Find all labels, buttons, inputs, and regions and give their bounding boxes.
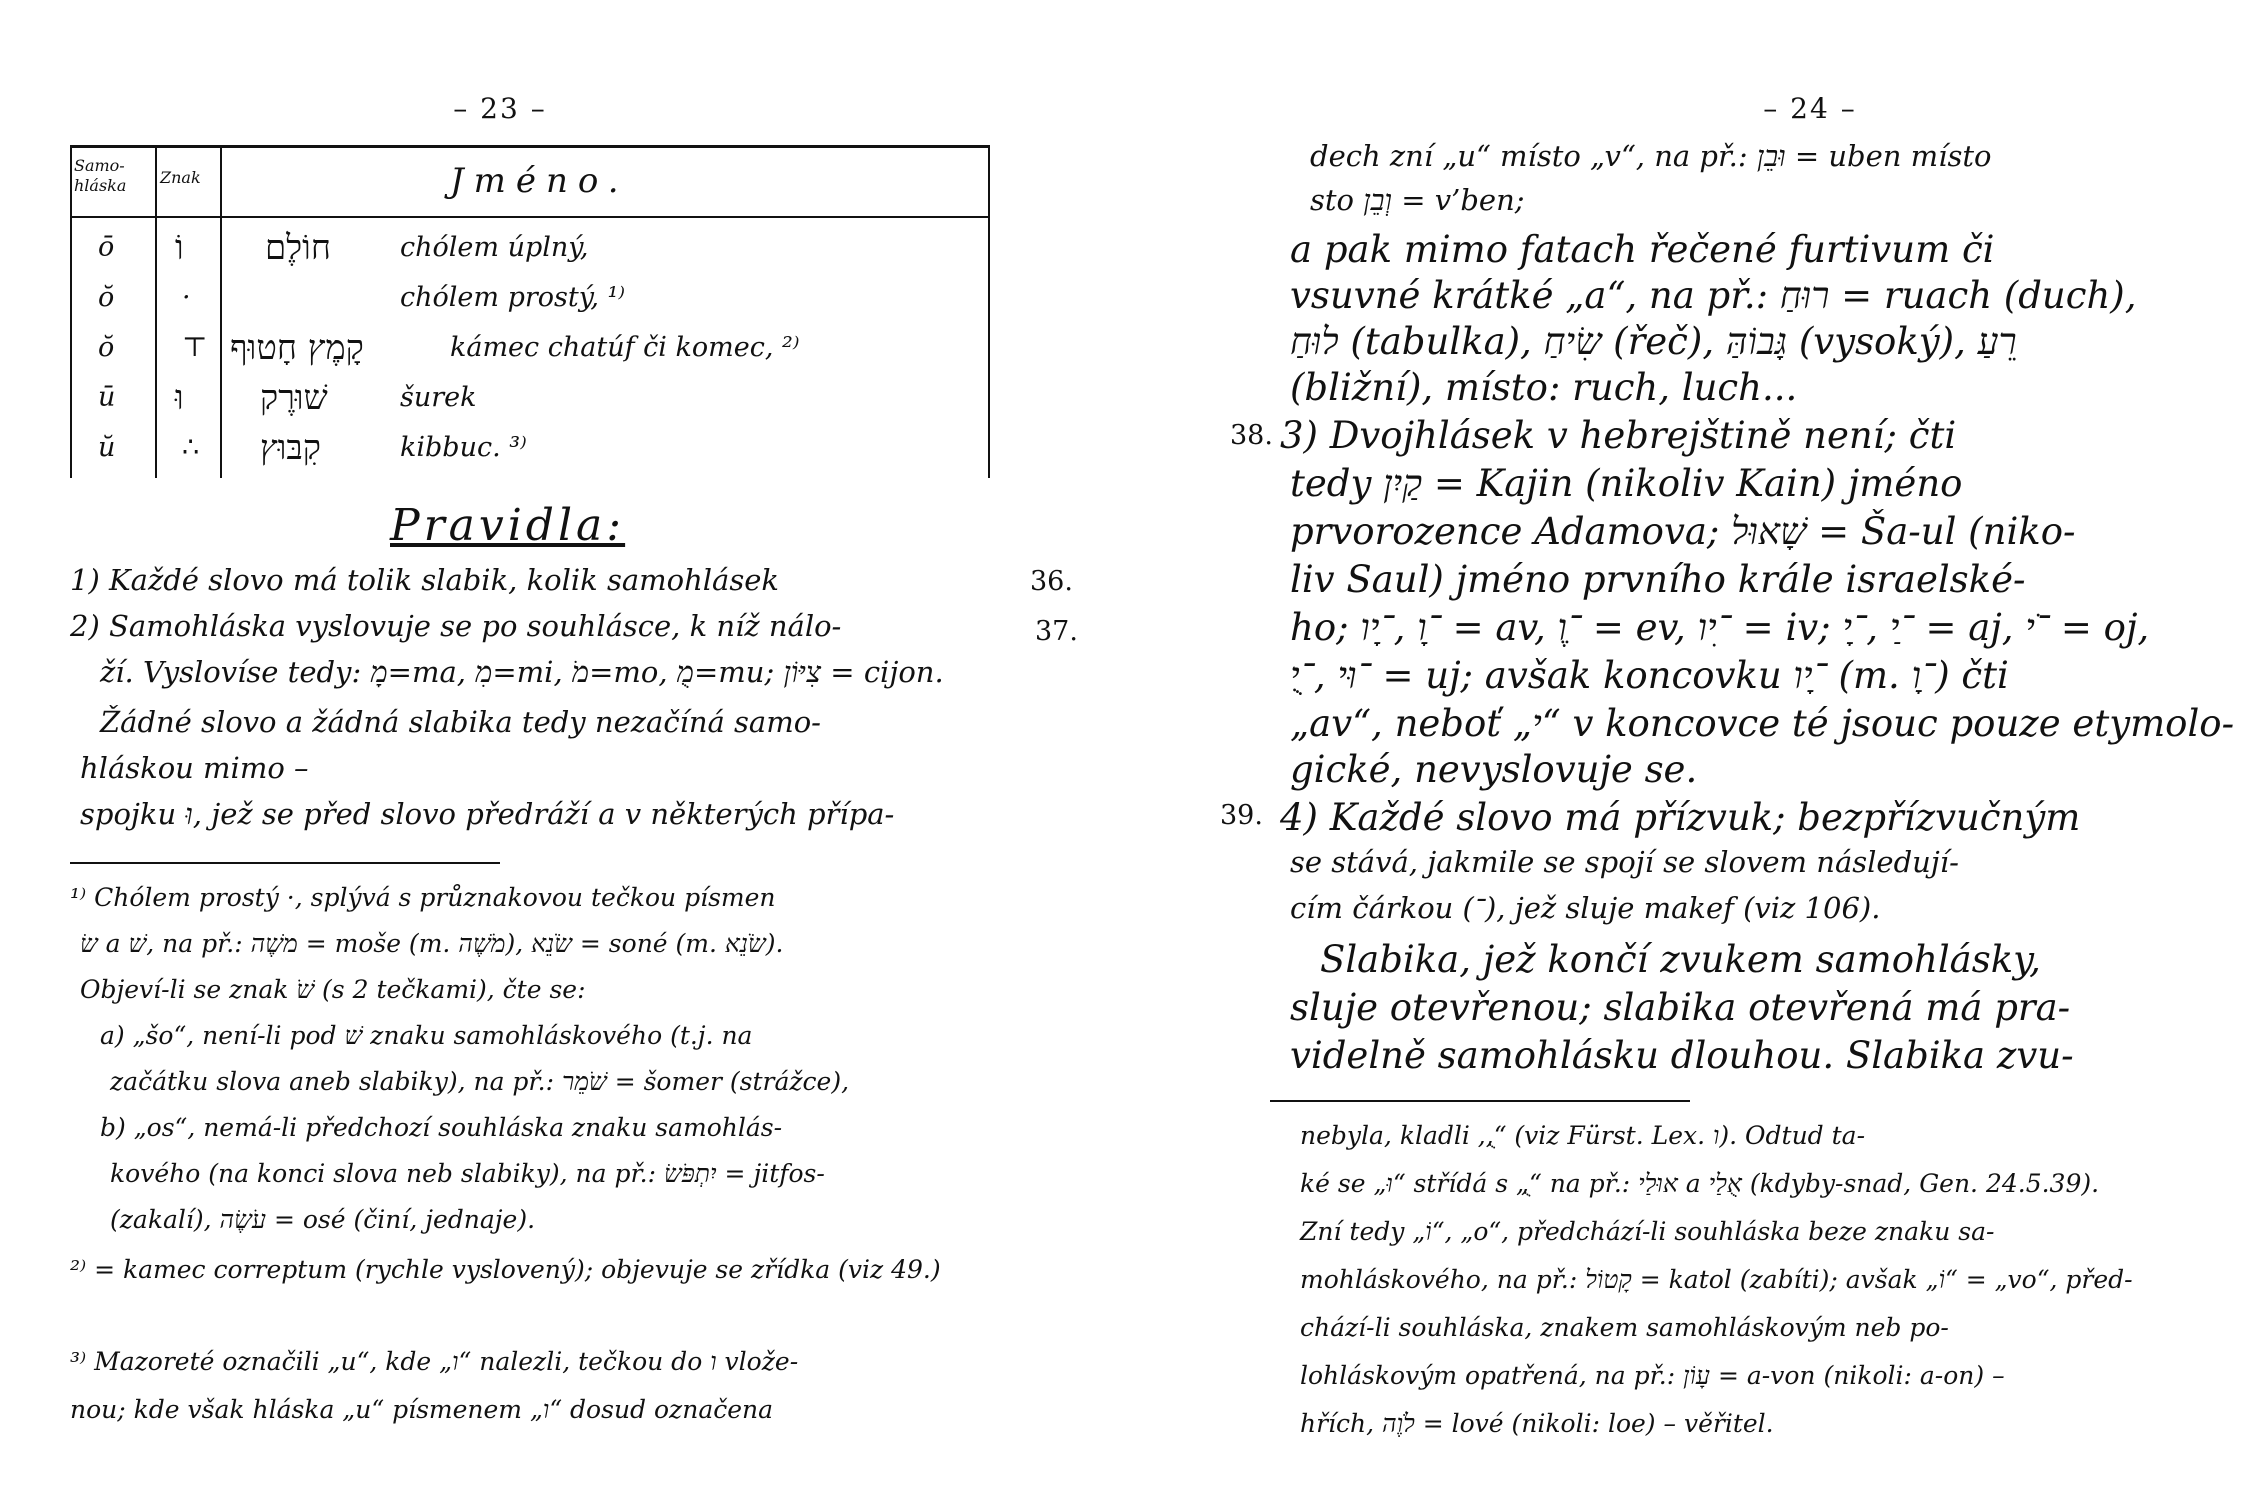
name-cell: šurek [400, 382, 477, 413]
footnote-separator [1270, 1100, 1690, 1102]
footnote-line: Objeví-li se znak שֹׁ (s 2 tečkami), čte se: [80, 975, 586, 1004]
margin-number: 39. [1220, 800, 1263, 831]
text-line: videlně samohlásku dlouhou. Slabika zvu- [1290, 1034, 2074, 1077]
text-line: tedy קַיִן = Kajin (nikoliv Kain) jméno [1290, 462, 1963, 505]
text-line: cím čárkou (־), jež sluje makef (viz 106). [1290, 891, 1881, 925]
sign-cell: · [182, 282, 191, 313]
margin-number: 38. [1230, 420, 1273, 451]
footnote-line: začátku slova aneb slabiky), na př.: שֹׁמֵר = šomer (strážce), [110, 1067, 850, 1096]
margin-number: 37. [1035, 616, 1078, 647]
text-line: se stává, jakmile se spojí se slovem následují- [1290, 845, 1959, 879]
footnote-line: ²⁾ = kamec correptum (rychle vyslovený); objevuje se zřídka (viz 49.) [70, 1255, 941, 1284]
text-line: 4) Každé slovo má přízvuk; bezpřízvučným [1280, 796, 2081, 839]
hebrew-cell: שׁוּרֶק [260, 378, 328, 418]
footnote-line: kového (na konci slova neb slabiky), na př.: יִתְפֹּשׂ = jitfos- [110, 1159, 825, 1188]
sign-cell: וּ [175, 378, 184, 418]
text-line: ־וּי ,־ֻי = uj; avšak koncovku ־ָיו (m. ־ָו) čti [1290, 654, 2009, 697]
footnote-line: (zakalí), עֹשֶׂה = osé (činí, jednaje). [110, 1205, 536, 1234]
footnote-line: nou; kde však hláska „u“ písmenem „ו“ dosud označena [70, 1395, 774, 1424]
page-number-left: – 23 – [453, 92, 547, 125]
footnote-line: a) „šo“, není-li pod שׁ znaku samohláskového (t.j. na [100, 1021, 753, 1050]
table-row [70, 323, 990, 373]
footnote-line: hřích, לֹוֶה = lové (nikoli: loe) – věřitel. [1300, 1409, 1774, 1438]
vowel-cell: ŭ [98, 432, 116, 463]
text-line: prvorozence Adamova; שָׁאוּל = Ša-ul (niko- [1290, 510, 2076, 553]
footnote-separator [70, 862, 500, 864]
text-line: a pak mimo fatach řečené furtivum či [1290, 228, 1995, 271]
footnote-line: mohláskového, na př.: קָטוֹל = katol (zabíti); avšak „וֹ“ = „vo“, před- [1300, 1265, 2133, 1294]
rules-title: Pravidla: [390, 500, 626, 551]
sign-cell: ∴ [182, 432, 200, 463]
footnote-line: nebyla, kladli ,,ֻ“ (viz Fürst. Lex. ו). Odtud ta- [1300, 1121, 1866, 1150]
table-header-name: Jméno. [450, 161, 629, 201]
text-line: spojku וּ, jež se před slovo předráží a v některých přípa- [80, 797, 895, 831]
vowel-cell: ō [98, 232, 115, 263]
sign-cell: ⊤ [182, 332, 208, 363]
table-header-sign: Znak [160, 168, 201, 187]
sign-cell: וֹ [175, 228, 184, 268]
text-line: gické, nevyslovuje se. [1290, 748, 1698, 791]
text-line: sto וְבֵן = v’ben; [1310, 183, 1525, 217]
text-line: (bližní), místo: ruch, luch... [1290, 366, 1798, 409]
name-cell: chólem úplný, [400, 232, 589, 263]
name-cell: kibbuc. ³⁾ [400, 432, 527, 463]
text-line: „av“, neboť „י“ v koncovce té jsouc pouze etymolo- [1290, 702, 2235, 745]
left-page [0, 0, 1080, 1500]
table-row [70, 373, 990, 423]
text-line: dech zní „u“ místo „v“, na př.: וּבֵן = uben místo [1310, 139, 1992, 173]
text-line: sluje otevřenou; slabika otevřená má pra- [1290, 986, 2071, 1029]
footnote-line: chází-li souhláska, znakem samohláskovým neb po- [1300, 1313, 1949, 1342]
page-number-right: – 24 – [1763, 92, 1857, 125]
text-line: liv Saul) jméno prvního krále israelské- [1290, 558, 2026, 601]
hebrew-cell: חוֹלֶם [265, 228, 331, 268]
vowel-table [70, 145, 990, 478]
footnote-line: שׂ a שׁ, na př.: משֶׁה = moše (m. מֹשֶׁה), שֹׂנֵא = soné (m. שֹׂנֵא). [80, 929, 784, 958]
name-cell: chólem prostý, ¹⁾ [400, 282, 626, 313]
vowel-cell: ŏ [98, 332, 115, 363]
text-line: Žádné slovo a žádná slabika tedy nezačíná samo- [100, 705, 821, 739]
text-line: לוּחַ (tabulka), שִׂיחַ (řeč), גָּבוֹהַּ (vysoký), רֵעַ [1290, 320, 2017, 363]
text-line: 2) Samohláska vyslovuje se po souhlásce, k níž nálo- [70, 609, 842, 643]
table-row [70, 273, 990, 323]
vowel-cell: ŏ [98, 282, 115, 313]
footnote-line: b) „os“, nemá-li předchozí souhláska znaku samohlás- [100, 1113, 783, 1142]
margin-number: 36. [1030, 566, 1073, 597]
text-line: ho; ־ָו ,־ָיו = av, ־ֶו = ev, ־ִיו = iv; ־ַי ,־ָי = aj, ־ֹי = oj, [1290, 606, 2150, 649]
footnote-line: Zní tedy „וֹ“, „o“, předchází-li souhláska beze znaku sa- [1300, 1217, 1995, 1246]
hebrew-cell: קָמֶץ חָטוּף [230, 328, 364, 368]
footnote-line: ké se „וּ“ střídá s „ֻ“ na př.: אוּלַי a אֻלַי (kdyby-snad, Gen. 24.5.39). [1300, 1169, 2100, 1198]
text-line: ží. Vyslovíse tedy: מָ=ma, מִ=mi, מֹ=mo, מֻ=mu; צִיּוֹן = cijon. [100, 655, 944, 689]
table-row [70, 423, 990, 473]
table-row [70, 223, 990, 273]
hebrew-cell: קִבּוּץ [260, 428, 321, 468]
footnote-line: ³⁾ Mazoreté označili „u“, kde „ו“ nalezli, tečkou do ו vlože- [70, 1347, 799, 1376]
table-header-vowel: Samo-hláska [74, 156, 127, 195]
text-line: hláskou mimo – [80, 751, 309, 785]
text-line: Slabika, jež končí zvukem samohlásky, [1320, 938, 2041, 981]
footnote-line: lohláskovým opatřená, na př.: עָוֹן = a-von (nikoli: a-on) – [1300, 1361, 2005, 1390]
text-line: 3) Dvojhlásek v hebrejštině není; čti [1280, 414, 1957, 457]
right-page [1180, 0, 2260, 1500]
text-line: 1) Každé slovo má tolik slabik, kolik samohlásek [70, 563, 779, 597]
table-header-rule [70, 216, 990, 218]
vowel-cell: ū [98, 382, 116, 413]
text-line: vsuvné krátké „a“, na př.: רוּחַ = ruach (duch), [1290, 274, 2137, 317]
name-cell: kámec chatúf či komec, ²⁾ [450, 332, 800, 363]
footnote-line: ¹⁾ Chólem prostý ·, splývá s průznakovou tečkou písmen [70, 883, 776, 912]
